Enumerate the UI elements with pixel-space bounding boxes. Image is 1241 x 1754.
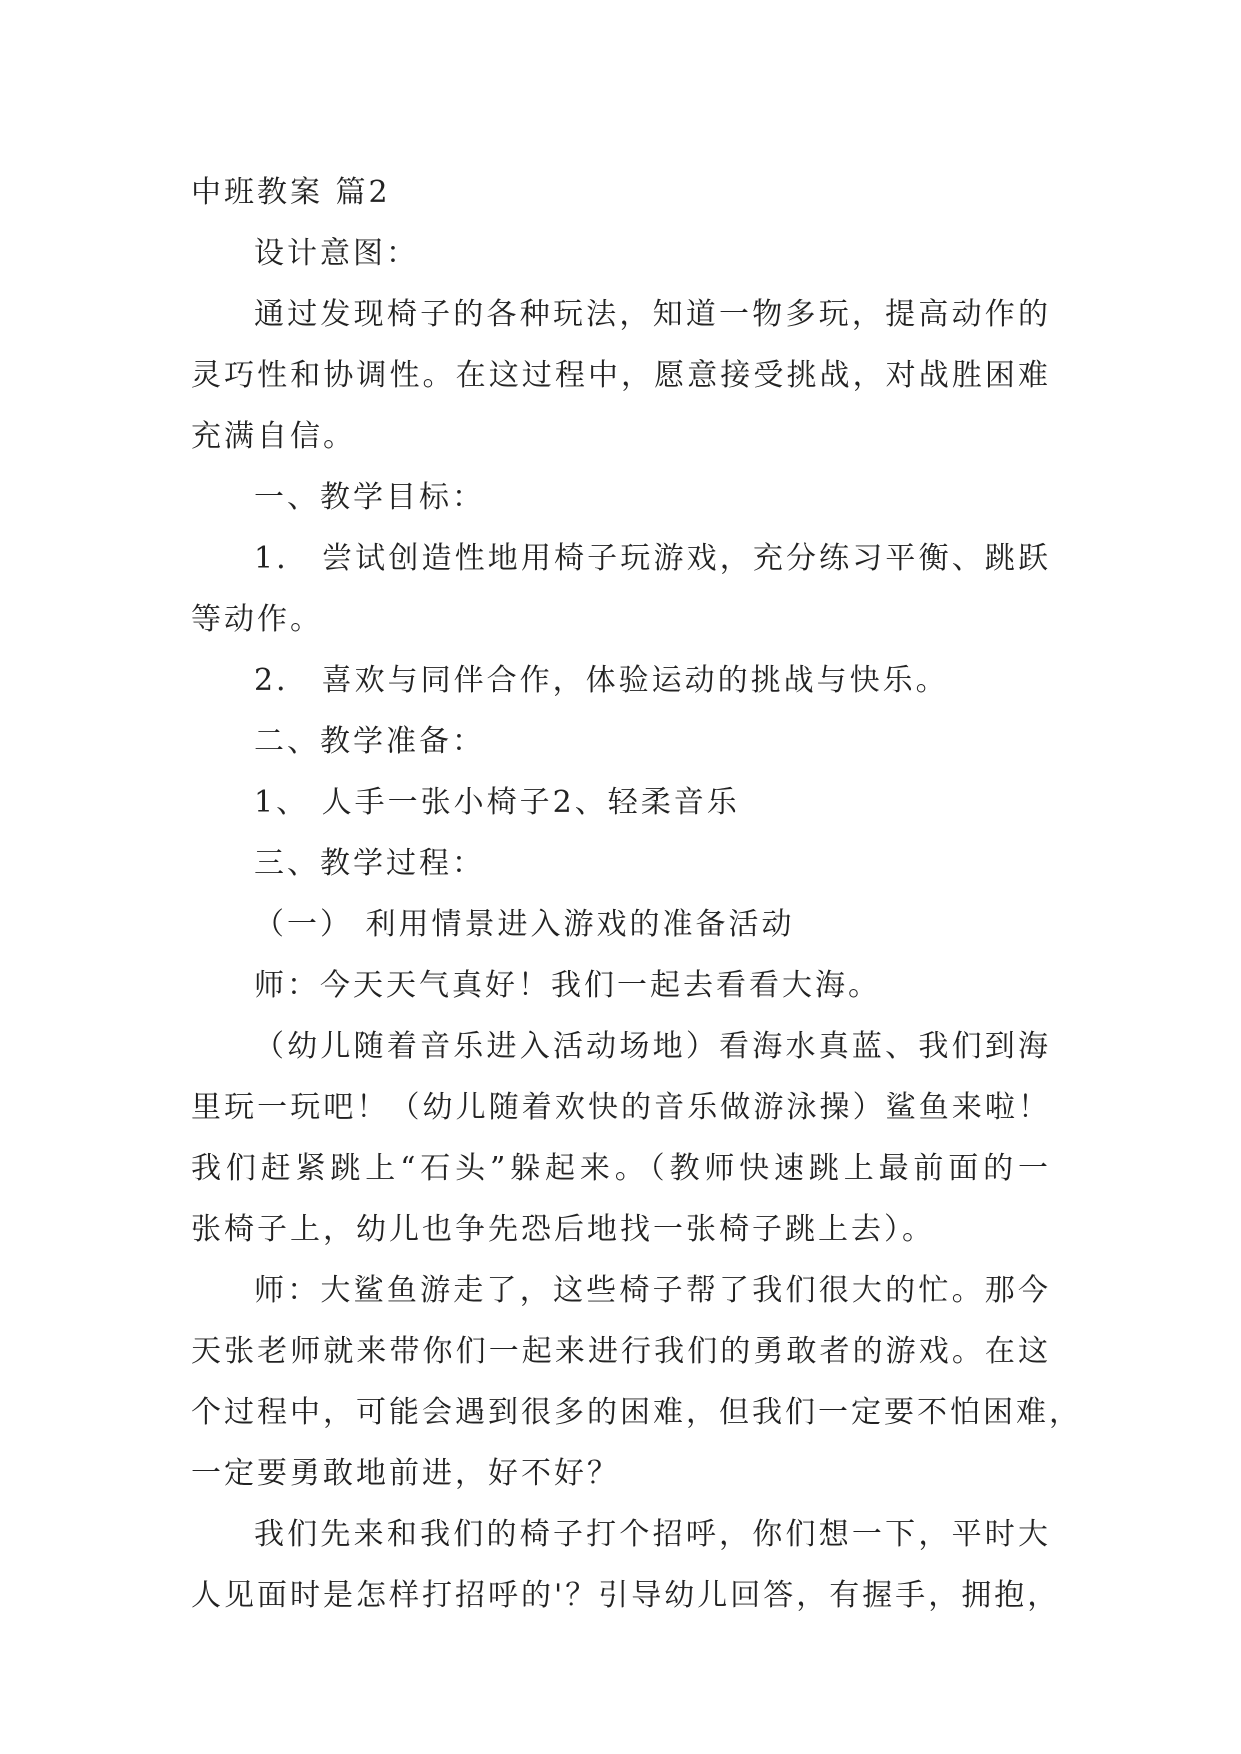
text-line: 我们先来和我们的椅子打个招呼，你们想一下，平时大 bbox=[254, 1517, 1051, 1552]
text-line: 1、 人手一张小椅子2、轻柔音乐 bbox=[254, 785, 740, 820]
text-line: 设计意图： bbox=[254, 236, 419, 271]
text-line: 2． 喜欢与同伴合作，体验运动的挑战与快乐。 bbox=[254, 663, 949, 698]
text-line: 灵巧性和协调性。在这过程中，愿意接受挑战，对战胜困难 bbox=[191, 358, 1051, 393]
document-body bbox=[191, 162, 1082, 1626]
text-line: 人见面时是怎样打招呼的'？引导幼儿回答，有握手，拥抱， bbox=[191, 1578, 1061, 1613]
text-line: 师：大鲨鱼游走了，这些椅子帮了我们很大的忙。那今 bbox=[254, 1273, 1051, 1308]
text-line: 我们赶紧跳上“石头”躲起来。（教师快速跳上最前面的一 bbox=[191, 1151, 1051, 1186]
text-line: 二、教学准备： bbox=[254, 724, 485, 759]
text-line: 三、教学过程： bbox=[254, 846, 485, 881]
text-line: 等动作。 bbox=[191, 602, 323, 637]
text-line: 张椅子上，幼儿也争先恐后地找一张椅子跳上去）。 bbox=[191, 1212, 935, 1247]
document-title: 中班教案 篇2 bbox=[191, 175, 391, 210]
text-line: 通过发现椅子的各种玩法，知道一物多玩，提高动作的 bbox=[254, 297, 1051, 332]
text-line: 充满自信。 bbox=[191, 419, 356, 454]
text-line: 天张老师就来带你们一起来进行我们的勇敢者的游戏。在这 bbox=[191, 1334, 1051, 1369]
text-line: 个过程中，可能会遇到很多的困难，但我们一定要不怕困难， bbox=[191, 1395, 1082, 1430]
text-line: 一定要勇敢地前进，好不好？ bbox=[191, 1456, 620, 1491]
text-line: （幼儿随着音乐进入活动场地）看海水真蓝、我们到海 bbox=[254, 1029, 1051, 1064]
text-line: （一） 利用情景进入游戏的准备活动 bbox=[254, 907, 795, 942]
text-line: 1． 尝试创造性地用椅子玩游戏，充分练习平衡、跳跃 bbox=[254, 541, 1051, 576]
text-line: 师：今天天气真好！我们一起去看看大海。 bbox=[254, 968, 881, 1003]
text-line: 里玩一玩吧！（幼儿随着欢快的音乐做游泳操）鲨鱼来啦！ bbox=[191, 1090, 1051, 1125]
text-line: 一、教学目标： bbox=[254, 480, 485, 515]
